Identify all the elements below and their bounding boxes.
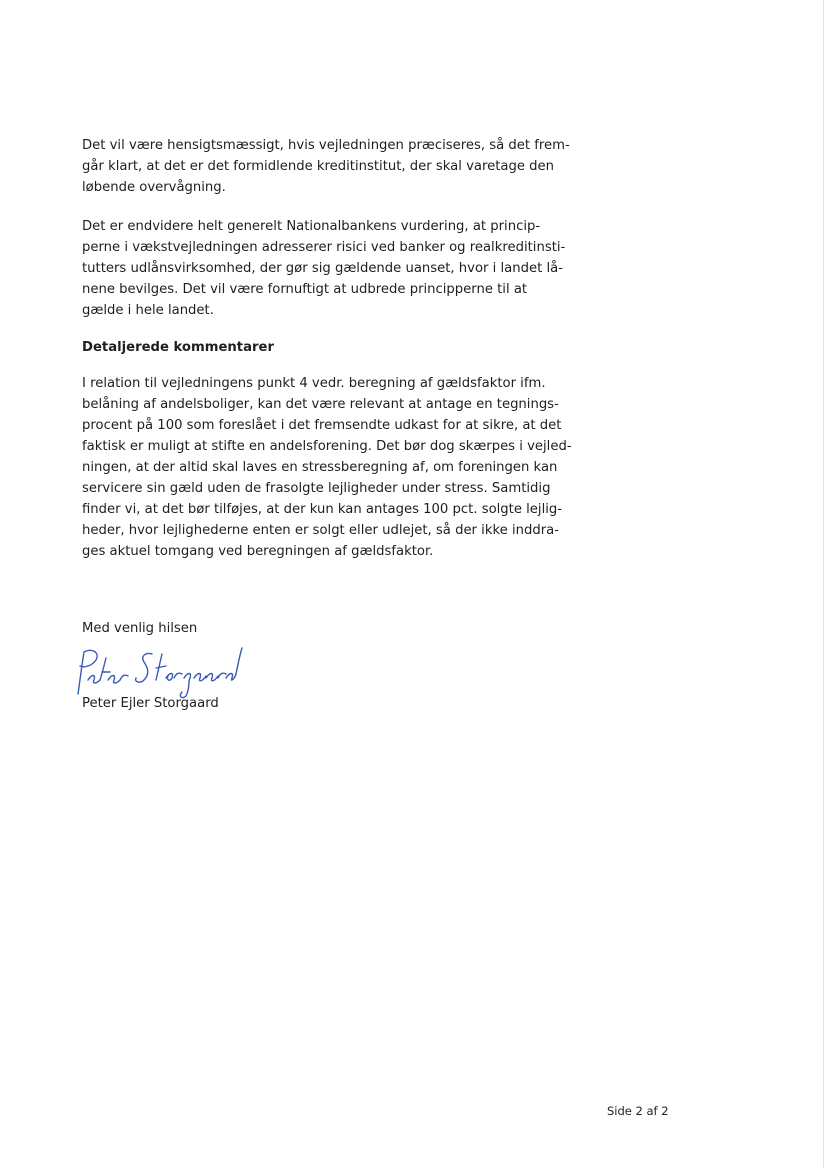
- paragraph-2-line: gælde i hele landet.: [82, 303, 214, 318]
- paragraph-1-line: Det vil være hensigtsmæssigt, hvis vejledningen præciseres, så det frem-: [82, 138, 570, 153]
- paragraph-2-line: perne i vækstvejledningen adresserer risici ved banker og realkreditinsti-: [82, 240, 566, 255]
- page-number: Side 2 af 2: [607, 1104, 669, 1118]
- closing-greeting: Med venlig hilsen: [82, 621, 198, 636]
- paragraph-3-line: procent på 100 som foreslået i det fremsendte udkast for at sikre, at det: [82, 418, 562, 433]
- paragraph-3-line: belåning af andelsboliger, kan det være relevant at antage en tegnings-: [82, 397, 559, 412]
- paragraph-2-line: Det er endvidere helt generelt Nationalbankens vurdering, at princip-: [82, 219, 541, 234]
- signer-name: Peter Ejler Storgaard: [82, 696, 219, 711]
- paragraph-2-line: tutters udlånsvirksomhed, der gør sig gældende uanset, hvor i landet lå-: [82, 261, 563, 276]
- paragraph-3-line: faktisk er muligt at stifte en andelsforening. Det bør dog skærpes i vejled-: [82, 439, 572, 454]
- paragraph-3-line: ges aktuel tomgang ved beregningen af gældsfaktor.: [82, 544, 434, 559]
- scan-edge-divider: [823, 0, 824, 1168]
- section-heading: Detaljerede kommentarer: [82, 340, 274, 355]
- paragraph-1-line: går klart, at det er det formidlende kreditinstitut, der skal varetage den: [82, 159, 554, 174]
- paragraph-3-line: heder, hvor lejlighederne enten er solgt eller udlejet, så der ikke inddra-: [82, 523, 559, 538]
- paragraph-3-line: finder vi, at det bør tilføjes, at der kun kan antages 100 pct. solgte lejlig-: [82, 502, 563, 517]
- paragraph-1-line: løbende overvågning.: [82, 180, 226, 195]
- handwritten-signature: [70, 644, 250, 700]
- paragraph-3-line: ningen, at der altid skal laves en stressberegning af, om foreningen kan: [82, 460, 558, 475]
- paragraph-3-line: servicere sin gæld uden de frasolgte lejligheder under stress. Samtidig: [82, 481, 551, 496]
- paragraph-3-line: I relation til vejledningens punkt 4 vedr. beregning af gældsfaktor ifm.: [82, 376, 546, 391]
- paragraph-2-line: nene bevilges. Det vil være fornuftigt at udbrede principperne til at: [82, 282, 528, 297]
